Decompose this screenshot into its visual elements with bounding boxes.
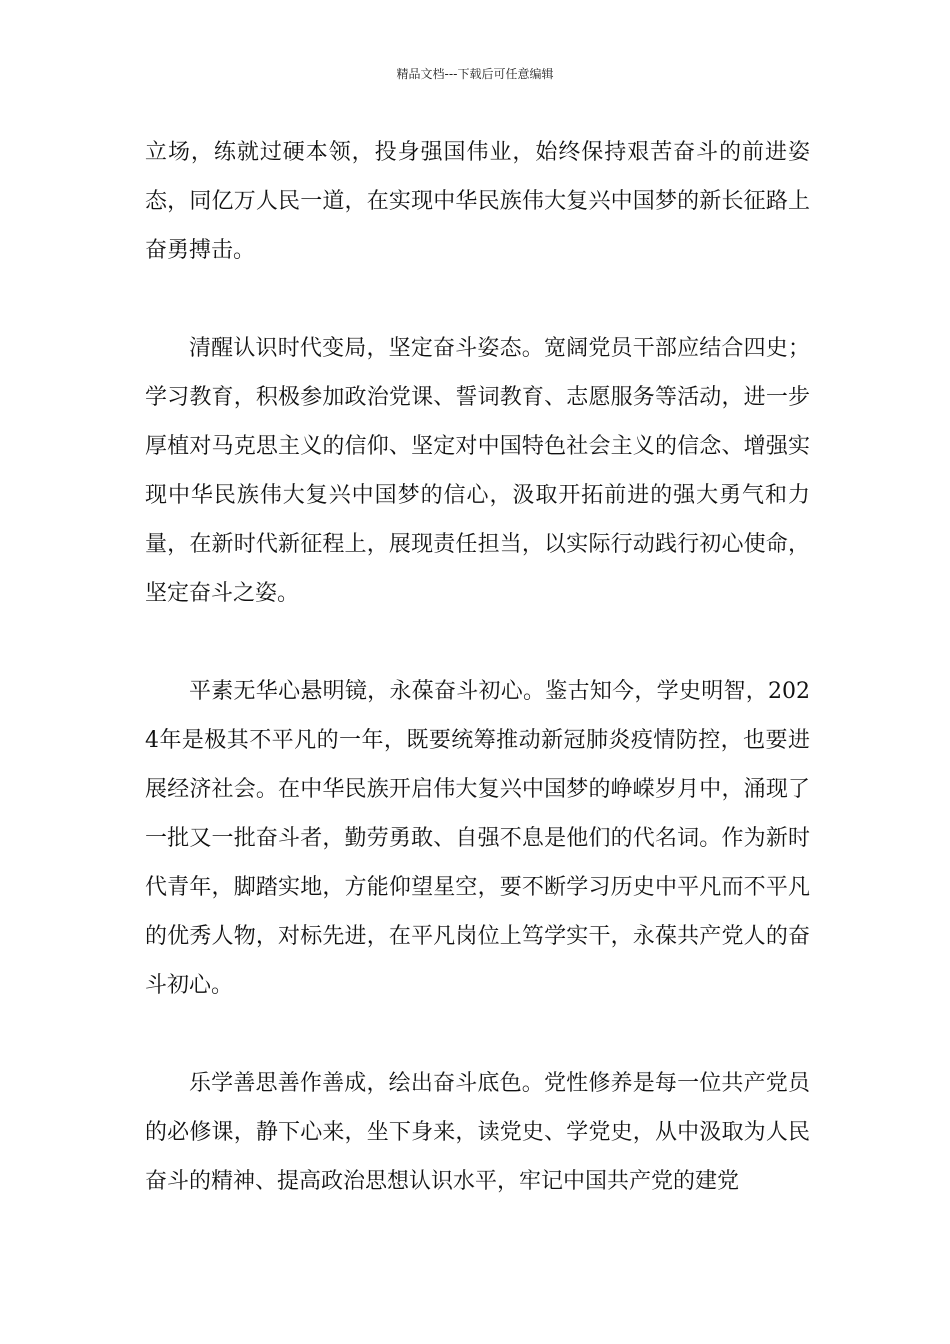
paragraph-1: 立场，练就过硬本领，投身强国伟业，始终保持艰苦奋斗的前进姿态，同亿万人民一道，在实现中华民族伟大复兴中国梦的新长征路上奋勇搏击。 — [145, 140, 810, 263]
paragraph-4: 乐学善思善作善成，绘出奋斗底色。党性修养是每一位共产党员的必修课，静下心来，坐下身来，读党史、学党史，从中汲取为人民奋斗的精神、提高政治思想认识水平，牢记中国共产党的建党 — [145, 1071, 810, 1194]
paragraph-spacer — [145, 1010, 810, 1059]
paragraph-spacer — [145, 618, 810, 667]
document-body — [145, 128, 810, 1206]
page-header: 精品文档---下载后可任意编辑 — [396, 67, 554, 81]
paragraph-2: 清醒认识时代变局，坚定奋斗姿态。宽阔党员干部应结合四史；学习教育，积极参加政治党课、誓词教育、志愿服务等活动，进一步厚植对马克思主义的信仰、坚定对中国特色社会主义的信念、增强实现中华民族伟大复兴中国梦的信心，汲取开拓前进的强大勇气和力量，在新时代新征程上，展现责任担当，以实际行动践行初心使命，坚定奋斗之姿。 — [145, 336, 810, 606]
paragraph-3: 平素无华心悬明镜，永葆奋斗初心。鉴古知今，学史明智，2024年是极其不平凡的一年，既要统筹推动新冠肺炎疫情防控，也要进展经济社会。在中华民族开启伟大复兴中国梦的峥嵘岁月中，涌现了一批又一批奋斗者，勤劳勇敢、自强不息是他们的代名词。作为新时代青年，脚踏实地，方能仰望星空，要不断学习历史中平凡而不平凡的优秀人物，对标先进，在平凡岗位上笃学实干，永葆共产党人的奋斗初心。 — [145, 679, 810, 998]
paragraph-spacer — [145, 275, 810, 324]
